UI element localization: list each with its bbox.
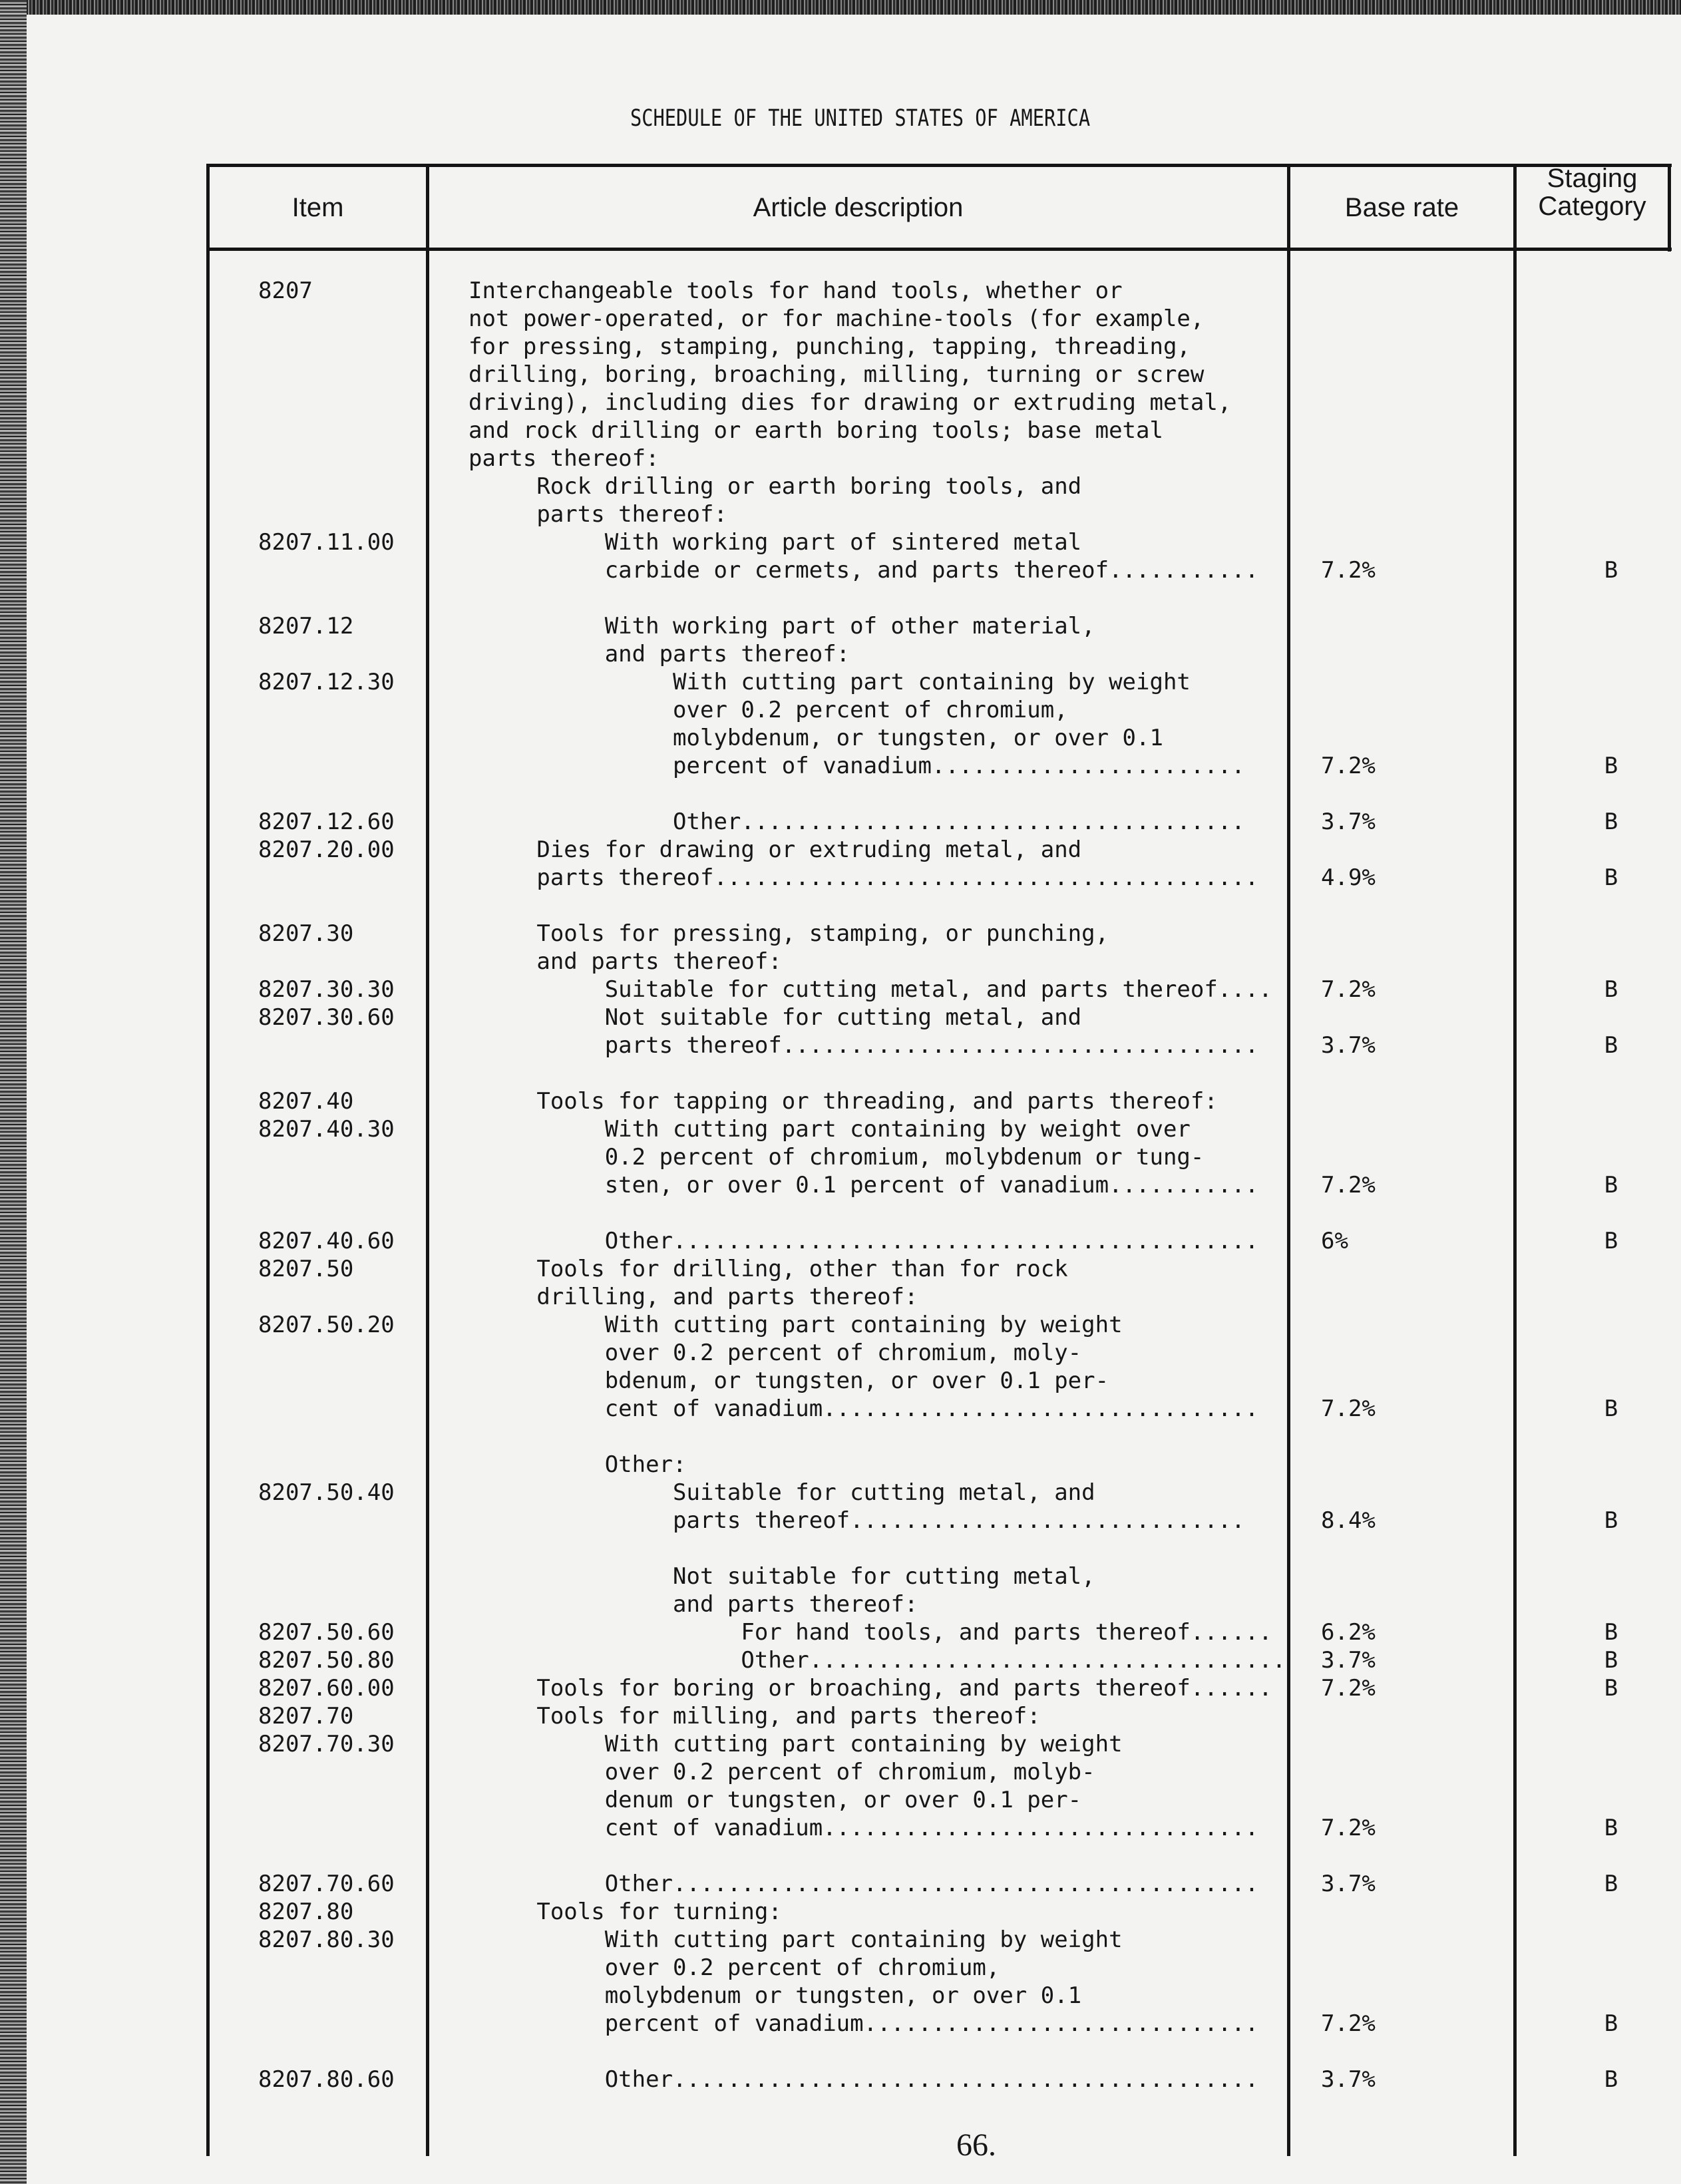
base-rate: 7.2% xyxy=(1321,1675,1376,1702)
table-row xyxy=(0,1115,1681,1143)
header-base-rate: Base rate xyxy=(1344,193,1459,222)
item-code: 8207 xyxy=(258,277,313,304)
staging-category: B xyxy=(1604,1228,1618,1254)
item-code: 8207.70 xyxy=(258,1703,354,1729)
staging-category: B xyxy=(1604,1619,1618,1646)
table-row xyxy=(0,1730,1681,1758)
article-description: not power-operated, or for machine-tools (for example, xyxy=(468,305,1205,332)
article-description: bdenum, or tungsten, or over 0.1 per- xyxy=(468,1367,1109,1394)
article-description: With cutting part containing by weight over xyxy=(468,1116,1191,1143)
table-right-border xyxy=(1668,164,1671,252)
article-description: and parts thereof: xyxy=(468,1591,918,1618)
article-description: parts thereof: xyxy=(468,445,659,472)
article-description: cent of vanadium................................ xyxy=(468,1815,1259,1841)
article-description: With cutting part containing by weight xyxy=(468,1312,1123,1338)
staging-category: B xyxy=(1604,1507,1618,1534)
item-code: 8207.30 xyxy=(258,920,354,947)
table-row xyxy=(0,780,1681,808)
article-description: Tools for turning: xyxy=(468,1899,782,1925)
base-rate: 3.7% xyxy=(1321,1871,1376,1897)
table-row xyxy=(0,1646,1681,1674)
table-row xyxy=(0,1199,1681,1227)
base-rate: 6% xyxy=(1321,1228,1348,1254)
table-row xyxy=(0,640,1681,668)
base-rate: 7.2% xyxy=(1321,2010,1376,2037)
article-description: Not suitable for cutting metal, and xyxy=(468,1004,1082,1031)
staging-category: B xyxy=(1604,1032,1618,1059)
article-description: cent of vanadium................................ xyxy=(468,1395,1259,1422)
base-rate: 3.7% xyxy=(1321,1647,1376,1674)
article-description: over 0.2 percent of chromium, xyxy=(468,1954,1000,1981)
article-description: Other........................................... xyxy=(468,1871,1259,1897)
staging-category: B xyxy=(1604,1647,1618,1674)
staging-category: B xyxy=(1604,2010,1618,2037)
article-description: over 0.2 percent of chromium, xyxy=(468,697,1068,723)
item-code: 8207.50.60 xyxy=(258,1619,395,1646)
table-row xyxy=(0,1982,1681,2010)
item-code: 8207.40 xyxy=(258,1088,354,1115)
article-description: With cutting part containing by weight xyxy=(468,669,1191,695)
table-row xyxy=(0,1926,1681,1954)
table-row xyxy=(0,361,1681,389)
article-description: Suitable for cutting metal, and parts thereof.... xyxy=(468,976,1272,1003)
article-description: over 0.2 percent of chromium, molyb- xyxy=(468,1759,1095,1785)
table-row xyxy=(0,1870,1681,1898)
item-code: 8207.60.00 xyxy=(258,1675,395,1702)
item-code: 8207.40.30 xyxy=(258,1116,395,1143)
article-description: and parts thereof: xyxy=(468,641,850,667)
table-row xyxy=(0,1786,1681,1814)
table-row xyxy=(0,2010,1681,2038)
staging-category: B xyxy=(1604,1395,1618,1422)
article-description: parts thereof: xyxy=(468,501,727,528)
article-description: Dies for drawing or extruding metal, and xyxy=(468,836,1082,863)
article-description: carbide or cermets, and parts thereof........... xyxy=(468,557,1259,584)
table-row xyxy=(0,1674,1681,1702)
article-description: For hand tools, and parts thereof...... xyxy=(468,1619,1272,1646)
staging-category: B xyxy=(1604,1871,1618,1897)
article-description: drilling, boring, broaching, milling, turning or screw xyxy=(468,361,1205,388)
table-row xyxy=(0,1143,1681,1171)
table-row xyxy=(0,1171,1681,1199)
item-code: 8207.50.40 xyxy=(258,1479,395,1506)
item-code: 8207.50 xyxy=(258,1256,354,1282)
table-row xyxy=(0,1758,1681,1786)
article-description: Suitable for cutting metal, and xyxy=(468,1479,1095,1506)
base-rate: 7.2% xyxy=(1321,753,1376,779)
base-rate: 7.2% xyxy=(1321,1395,1376,1422)
table-row xyxy=(0,696,1681,724)
item-code: 8207.80 xyxy=(258,1899,354,1925)
base-rate: 7.2% xyxy=(1321,557,1376,584)
staging-category: B xyxy=(1604,753,1618,779)
article-description: Other: xyxy=(468,1451,687,1478)
table-row xyxy=(0,1423,1681,1451)
item-code: 8207.11.00 xyxy=(258,529,395,556)
table-row xyxy=(0,1535,1681,1562)
table-row xyxy=(0,864,1681,892)
item-code: 8207.80.30 xyxy=(258,1926,395,1953)
base-rate: 6.2% xyxy=(1321,1619,1376,1646)
article-description: With cutting part containing by weight xyxy=(468,1926,1123,1953)
article-description: Other........................................... xyxy=(468,2066,1259,2093)
header-staging-category-line1: Staging xyxy=(1547,164,1638,193)
article-description: denum or tungsten, or over 0.1 per- xyxy=(468,1787,1082,1813)
article-description: and rock drilling or earth boring tools; base metal xyxy=(468,417,1163,444)
staging-category: B xyxy=(1604,2066,1618,2093)
article-description: over 0.2 percent of chromium, moly- xyxy=(468,1340,1082,1366)
article-description: drilling, and parts thereof: xyxy=(468,1284,918,1310)
article-description: Tools for boring or broaching, and parts thereof...... xyxy=(468,1675,1272,1702)
table-row xyxy=(0,612,1681,640)
table-row xyxy=(0,948,1681,976)
article-description: With cutting part containing by weight xyxy=(468,1731,1123,1757)
article-description: Other........................................... xyxy=(468,1228,1259,1254)
table-row xyxy=(0,445,1681,472)
table-row xyxy=(0,1339,1681,1367)
table-row xyxy=(0,1395,1681,1423)
table-row xyxy=(0,417,1681,445)
header-staging-category-line2: Category xyxy=(1538,192,1646,221)
staging-category: B xyxy=(1604,1675,1618,1702)
article-description: Rock drilling or earth boring tools, and xyxy=(468,473,1082,500)
article-description: With working part of other material, xyxy=(468,613,1095,639)
article-description: molybdenum or tungsten, or over 0.1 xyxy=(468,1982,1082,2009)
table-row xyxy=(0,1367,1681,1395)
table-row xyxy=(0,1702,1681,1730)
table-row xyxy=(0,752,1681,780)
table-row xyxy=(0,1003,1681,1031)
article-description: Other..................................... xyxy=(468,809,1245,835)
table-row xyxy=(0,333,1681,361)
table-row xyxy=(0,724,1681,752)
staging-category: B xyxy=(1604,557,1618,584)
item-code: 8207.50.80 xyxy=(258,1647,395,1674)
page-number: 66. xyxy=(956,2127,996,2163)
table-row xyxy=(0,1311,1681,1339)
table-row xyxy=(0,976,1681,1003)
header-item: Item xyxy=(291,193,344,222)
article-description: driving), including dies for drawing or extruding metal, xyxy=(468,389,1232,416)
table-row xyxy=(0,1227,1681,1255)
table-row xyxy=(0,836,1681,864)
article-description: parts thereof................................... xyxy=(468,1032,1259,1059)
table-row xyxy=(0,472,1681,500)
item-code: 8207.50.20 xyxy=(258,1312,395,1338)
item-code: 8207.70.30 xyxy=(258,1731,395,1757)
table-row xyxy=(0,1842,1681,1870)
table-row xyxy=(0,277,1681,305)
table-row xyxy=(0,500,1681,528)
base-rate: 7.2% xyxy=(1321,1815,1376,1841)
staging-category: B xyxy=(1604,1815,1618,1841)
article-description: percent of vanadium....................... xyxy=(468,753,1245,779)
item-code: 8207.30.60 xyxy=(258,1004,395,1031)
item-code: 8207.12 xyxy=(258,613,354,639)
page-title: SCHEDULE OF THE UNITED STATES OF AMERICA xyxy=(630,105,1091,132)
table-row xyxy=(0,892,1681,920)
article-description: percent of vanadium............................. xyxy=(468,2010,1259,2037)
article-description: Not suitable for cutting metal, xyxy=(468,1563,1095,1590)
table-row xyxy=(0,1031,1681,1059)
article-description: for pressing, stamping, punching, tapping, threading, xyxy=(468,333,1191,360)
article-description: Other................................... xyxy=(468,1647,1286,1674)
staging-category: B xyxy=(1604,1172,1618,1198)
table-row xyxy=(0,389,1681,417)
staging-category: B xyxy=(1604,809,1618,835)
table-row xyxy=(0,1590,1681,1618)
staging-category: B xyxy=(1604,976,1618,1003)
article-description: With working part of sintered metal xyxy=(468,529,1082,556)
table-row xyxy=(0,1507,1681,1535)
table-row xyxy=(0,1451,1681,1479)
table-row xyxy=(0,305,1681,333)
table-row xyxy=(0,1087,1681,1115)
item-code: 8207.20.00 xyxy=(258,836,395,863)
base-rate: 4.9% xyxy=(1321,864,1376,891)
table-row xyxy=(0,2066,1681,2093)
article-description: Tools for tapping or threading, and parts thereof: xyxy=(468,1088,1218,1115)
article-description: Interchangeable tools for hand tools, whether or xyxy=(468,277,1123,304)
item-code: 8207.70.60 xyxy=(258,1871,395,1897)
base-rate: 7.2% xyxy=(1321,976,1376,1003)
base-rate: 7.2% xyxy=(1321,1172,1376,1198)
header-description: Article description xyxy=(753,193,964,222)
item-code: 8207.80.60 xyxy=(258,2066,395,2093)
base-rate: 8.4% xyxy=(1321,1507,1376,1534)
article-description: molybdenum, or tungsten, or over 0.1 xyxy=(468,725,1163,751)
table-row xyxy=(0,556,1681,584)
table-row xyxy=(0,1954,1681,1982)
item-code: 8207.12.60 xyxy=(258,809,395,835)
staging-category: B xyxy=(1604,864,1618,891)
item-code: 8207.30.30 xyxy=(258,976,395,1003)
base-rate: 3.7% xyxy=(1321,809,1376,835)
table-row xyxy=(0,1059,1681,1087)
table-row xyxy=(0,1479,1681,1507)
table-row xyxy=(0,668,1681,696)
article-description: parts thereof........................................ xyxy=(468,864,1259,891)
table-row xyxy=(0,920,1681,948)
table-row xyxy=(0,2038,1681,2066)
table-row xyxy=(0,1562,1681,1590)
item-code: 8207.40.60 xyxy=(258,1228,395,1254)
article-description: parts thereof............................. xyxy=(468,1507,1245,1534)
article-description: and parts thereof: xyxy=(468,948,782,975)
table-row xyxy=(0,808,1681,836)
base-rate: 3.7% xyxy=(1321,1032,1376,1059)
article-description: Tools for milling, and parts thereof: xyxy=(468,1703,1041,1729)
base-rate: 3.7% xyxy=(1321,2066,1376,2093)
article-description: 0.2 percent of chromium, molybdenum or tung- xyxy=(468,1144,1205,1171)
table-row xyxy=(0,1255,1681,1283)
table-row xyxy=(0,1898,1681,1926)
item-code: 8207.12.30 xyxy=(258,669,395,695)
table-row xyxy=(0,1283,1681,1311)
article-description: sten, or over 0.1 percent of vanadium........... xyxy=(468,1172,1259,1198)
table-row xyxy=(0,528,1681,556)
article-description: Tools for pressing, stamping, or punching, xyxy=(468,920,1109,947)
table-row xyxy=(0,1618,1681,1646)
scan-edge-top xyxy=(0,0,1681,15)
article-description: Tools for drilling, other than for rock xyxy=(468,1256,1068,1282)
table-row xyxy=(0,1814,1681,1842)
table-row xyxy=(0,584,1681,612)
